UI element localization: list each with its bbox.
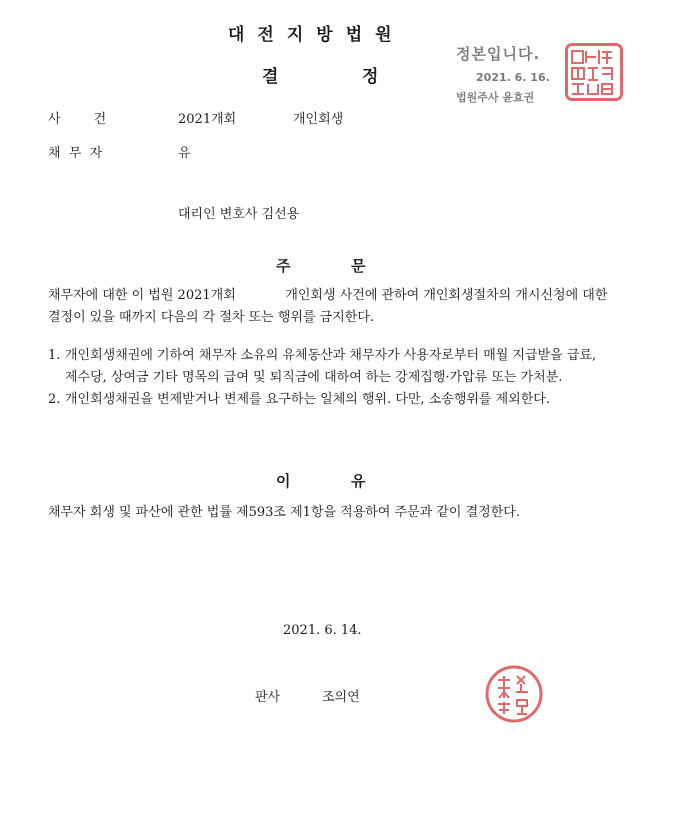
certification-text: 정본입니다. (456, 45, 541, 63)
debtor-name: 유 (178, 146, 191, 161)
order-item-text: 개인회생채권을 변제받거나 변제를 요구하는 일체의 행위. 다만, 소송행위를 제외한다. (65, 392, 550, 407)
judge-seal-stamp (484, 664, 544, 728)
order-item-text: 개인회생채권에 기하여 채무자 소유의 유체동산과 채무자가 사용자로부터 매월 지급받을 급료, 제수당, 상여금 기타 명목의 급여 및 퇴직금에 대하여 하는 강제집행·가압류 또는 가처분. (65, 348, 597, 385)
order-heading-char-2: 문 (351, 257, 366, 275)
doc-type-char-2: 정 (362, 67, 379, 87)
reason-heading-char-1: 이 (276, 472, 291, 490)
judge-name: 조의연 (322, 690, 360, 705)
case-number: 2021개회 (178, 112, 237, 127)
certification-date: 2021. 6. 16. (476, 71, 550, 84)
order-item (48, 345, 608, 389)
reason-text: 채무자 회생 및 파산에 관한 법률 제593조 제1항을 적용하여 주문과 같이 결정한다. (48, 505, 520, 520)
clerk-seal-stamp (565, 43, 623, 101)
debtor-label: 채 무 자 (48, 146, 103, 161)
certification-clerk: 법원주사 윤효권 (456, 91, 535, 104)
order-item-number: 1. (48, 348, 61, 363)
case-type: 개인회생 (293, 112, 344, 127)
order-heading-char-1: 주 (276, 257, 291, 275)
court-name: 대전지방법원 (228, 25, 405, 45)
order-items (48, 345, 608, 411)
order-item-number: 2. (48, 392, 61, 407)
doc-type-char-1: 결 (262, 67, 279, 87)
decision-date: 2021. 6. 14. (283, 623, 362, 638)
order-item (48, 389, 608, 411)
legal-agent: 대리인 변호사 김선용 (178, 207, 300, 222)
order-intro: 채무자에 대한 이 법원 2021개회 개인회생 사건에 관하여 개인회생절차의 개시신청에 대한 결정이 있을 때까지 다음의 각 절차 또는 행위를 금지한다. (48, 288, 612, 325)
judge-title: 판사 (255, 690, 281, 705)
reason-heading-char-2: 유 (351, 472, 366, 490)
case-label: 사 건 (48, 112, 107, 127)
